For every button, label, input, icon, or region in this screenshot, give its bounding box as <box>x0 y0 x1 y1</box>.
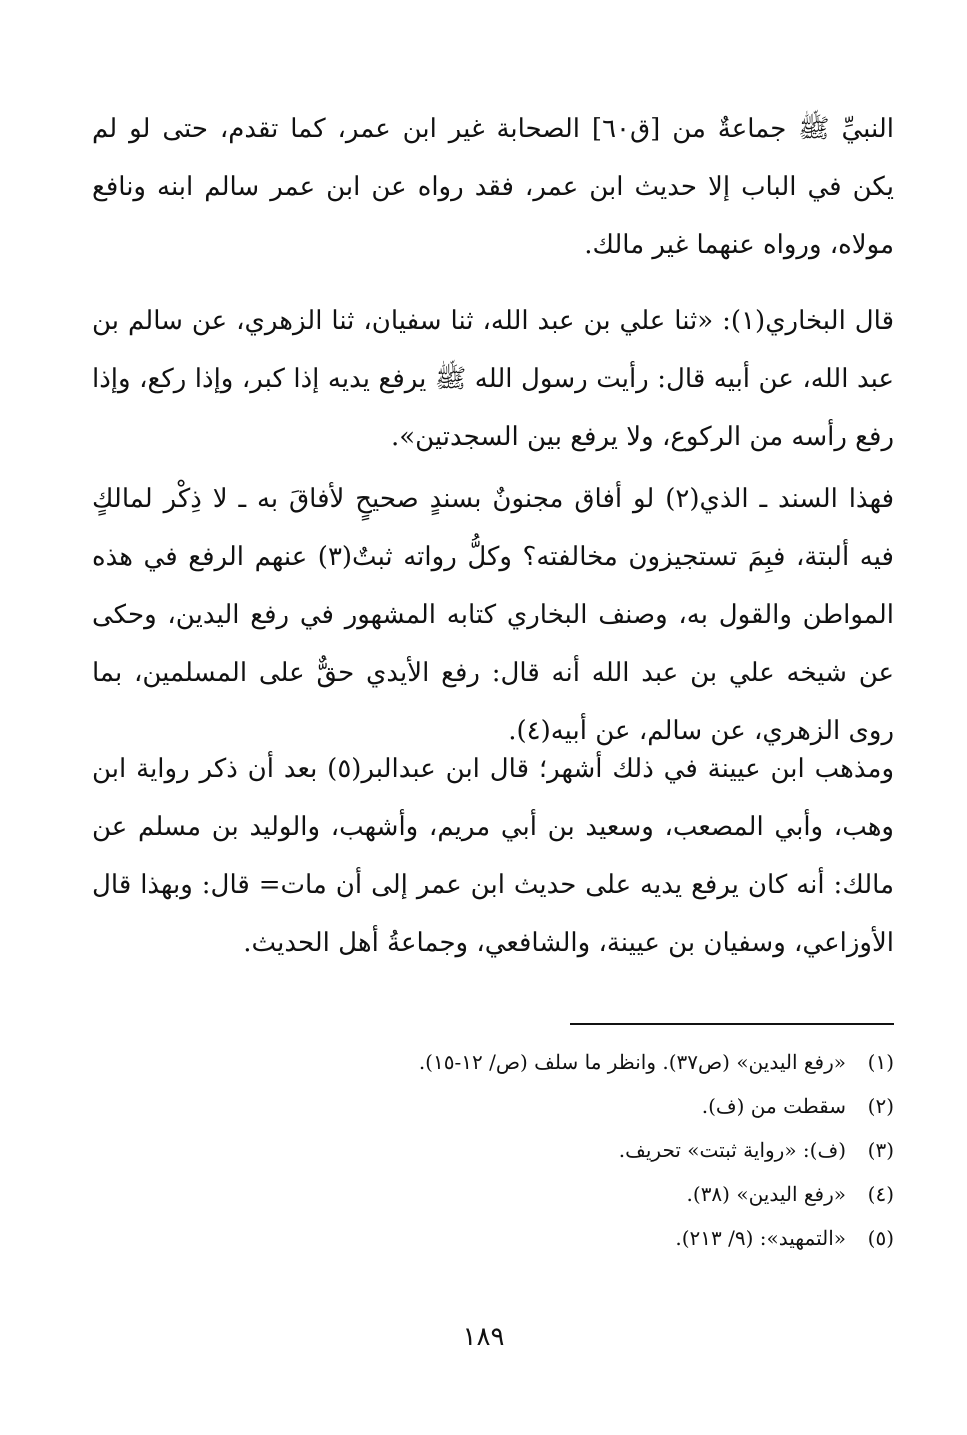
footnote-text: (ف): «رواية ثبتت» تحريف. <box>618 1138 846 1162</box>
body-paragraph: ومذهب ابن عيينة في ذلك أشهر؛ قال ابن عبدالبر(٥) بعد أن ذكر رواية ابن وهب، وأبي المصعب، وسعيد بن أبي مريم، وأشهب، والوليد بن مسلم عن مالك: أنه كان يرفع يديه على حديث ابن عمر إلى أن مات= قال: وبهذا قال الأوزاعي، وسفيان بن عيينة، والشافعي، وجماعةُ أهل الحديث. <box>92 754 894 958</box>
footnote-number: (٣) <box>867 1138 894 1162</box>
footnote-item <box>200 1216 894 1260</box>
body-paragraph: النبيِّ ﷺ جماعةٌ من [ق٦٠] الصحابة غير ابن عمر، كما تقدم، حتى لو لم يكن في الباب إلا حديث ابن عمر، فقد رواه عن ابن عمر سالم ابنه ونافع مولاه، ورواه عنهما غير مالك. <box>92 114 894 260</box>
page-number: ١٨٩ <box>462 1322 505 1352</box>
body-paragraph-2-block <box>92 292 894 466</box>
body-paragraph-3-block <box>92 470 894 760</box>
body-paragraph: فهذا السند ـ الذي(٢) لو أفاق مجنونٌ بسندٍ صحيحٍ لأفاقَ به ـ لا ذِكْر لمالكٍ فيه ألبتة، فبِمَ تستجيزون مخالفته؟ وكلُّ رواته ثبتٌ(٣) عنهم الرفع في هذه المواطن والقول به، وصنف البخاري كتابه المشهور في رفع اليدين، وحكى عن شيخه علي بن عبد الله أنه قال: رفع الأيدي حقٌّ على المسلمين، بما روى الزهري، عن سالم، عن أبيه(٤). <box>92 484 894 746</box>
footnote-text: «رفع اليدين» (٣٨). <box>686 1182 846 1206</box>
footnote-text: «رفع اليدين» (ص٣٧). وانظر ما سلف (ص/ ١٢-١٥). <box>418 1050 846 1074</box>
footnote-divider <box>570 1023 894 1025</box>
footnote-text: «التمهيد»: (٩/ ٢١٣). <box>675 1226 846 1250</box>
footnote-number: (١) <box>867 1050 894 1074</box>
footnote-number: (٢) <box>867 1094 894 1118</box>
footnote-number: (٥) <box>867 1226 894 1250</box>
footnote-item <box>200 1040 894 1084</box>
footnote-item <box>200 1172 894 1216</box>
body-paragraph: قال البخاري(١): «ثنا علي بن عبد الله، ثنا سفيان، ثنا الزهري، عن سالم بن عبد الله، عن أبيه قال: رأيت رسول الله ﷺ يرفع يديه إذا كبر، وإذا ركع، وإذا رفع رأسه من الركوع، ولا يرفع بين السجدتين». <box>92 306 894 452</box>
footnote-number: (٤) <box>867 1182 894 1206</box>
footnote-item <box>200 1084 894 1128</box>
footnote-text: سقطت من (ف). <box>701 1094 846 1118</box>
body-paragraph-1-block <box>92 100 894 274</box>
footnote-item <box>200 1128 894 1172</box>
body-paragraph-4-block <box>92 740 894 972</box>
footnotes-list <box>200 1040 894 1260</box>
